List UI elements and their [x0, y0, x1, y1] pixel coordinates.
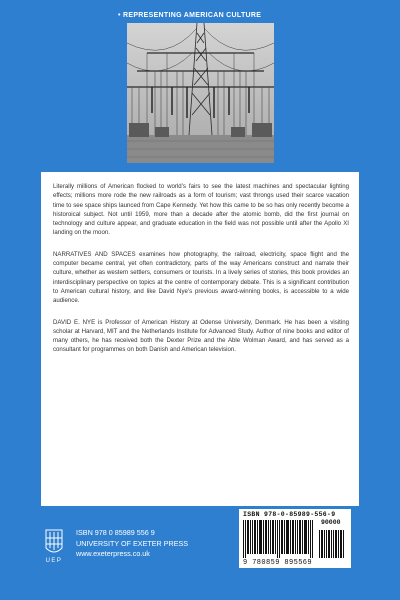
publisher-website: www.exeterpress.co.uk — [76, 549, 150, 558]
blurb-paragraph-author-bio: DAVID E. NYE is Professor of American History at Odense University, Denmark. He has been a visiting scholar at Harvard, MIT and the Netherlands Institute for Advanced Study. Author of nine books and editor of many others, he has received both the Dexter Prize and the Able Wolman Award, and has served as a consultant for programmes on both Danish and American television. — [53, 318, 349, 354]
cover-photo-electrical-towers — [127, 23, 274, 163]
publisher-name: UNIVERSITY OF EXETER PRESS — [76, 538, 189, 548]
blurb-paragraph-description: NARRATIVES AND SPACES examines how photography, the railroad, electricity, space flight and the computer became central, yet often contradictory, parts of the way Americans construct and narrate their culture, whether as western settlers, consumers or tourists. In a lively series of stories, this book provides an interdisciplinary perspective on topics at the centre of contemporary debate. This is a significant contribution to American cultural history, and like David Nye’s previous award-winning books, is accessible to a wide audience. — [53, 250, 349, 305]
barcode-addon-bars — [319, 520, 345, 558]
isbn-barcode — [239, 509, 351, 568]
barcode-addon-digits: 90000 — [321, 519, 341, 526]
barcode-isbn-label: ISBN 978-0-85989-556-9 — [243, 511, 336, 518]
uep-logo-text: UEP — [45, 558, 63, 564]
blurb-paragraph-intro: Literally millions of American flocked to world’s fairs to see the latest machines and spectacular lighting effects; millions more rode the new railroads as a form of tourism; vast throngs used their scarce vacation time to see space ships launced from Cape Kennedy. Yet how this came to be so has only recently become a historoical subject. Not until 1959, more than a decade after the atomic bomb, did the first journal on technology and culture appear, and graduate education in the field was not possible until after the Apollo XI landing on the moon. — [53, 183, 349, 237]
back-cover-blurb — [41, 172, 359, 506]
publisher-isbn: ISBN 978 0 85989 556 9 — [76, 528, 155, 537]
barcode-digits: 9 780859 895569 — [243, 559, 313, 567]
transmission-tower-photo — [127, 23, 274, 163]
publisher-info — [76, 528, 188, 560]
uep-logo — [43, 528, 65, 568]
series-label: • REPRESENTING AMERICAN CULTURE — [118, 12, 262, 19]
barcode-bars — [243, 520, 315, 558]
